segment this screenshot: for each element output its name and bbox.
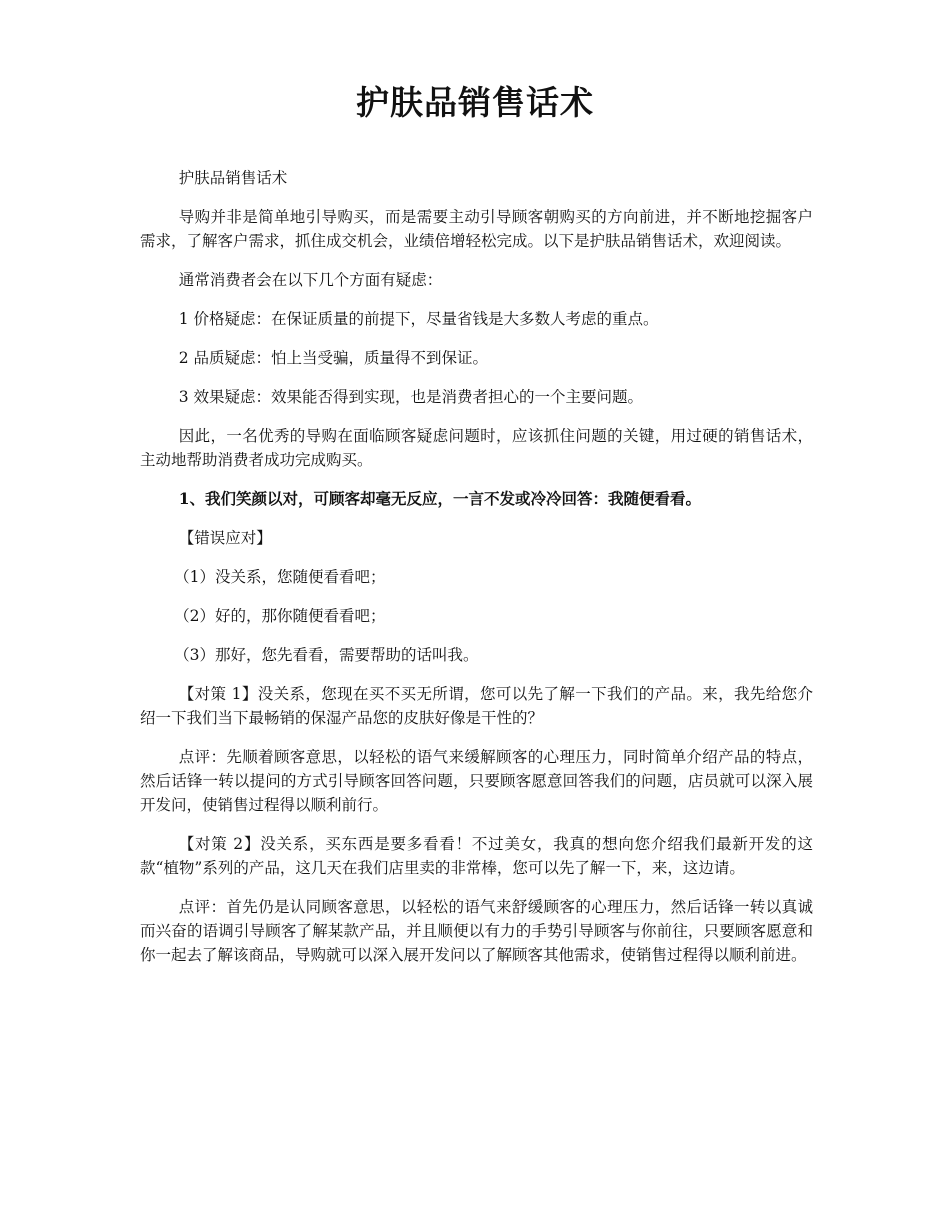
- comment-2-paragraph: 点评：首先仍是认同顾客意思，以轻松的语气来舒缓顾客的心理压力，然后话锋一转以真诚而兴奋的语调引导顾客了解某款产品，并且顺便以有力的手势引导顾客与你前往，只要顾客愿意和你一起去了解该商品，导购就可以深入展开发问以了解顾客其他需求，使销售过程得以顺利前进。: [140, 898, 813, 964]
- price-doubt-item: 1 价格疑虑：在保证质量的前提下，尽量省钱是大多数人考虑的重点。: [178, 310, 659, 328]
- effect-doubt-item: 3 效果疑虑：效果能否得到实现，也是消费者担心的一个主要问题。: [178, 388, 644, 406]
- document-body: [140, 166, 813, 982]
- comment-1-paragraph: 点评：先顺着顾客意思，以轻松的语气来缓解顾客的心理压力，同时简单介绍产品的特点，然后话锋一转以提问的方式引导顾客回答问题，只要顾客愿意回答我们的问题，店员就可以深入展开发问，使销售过程得以顺利前行。: [140, 748, 813, 814]
- wrong-response-item-1: （1）没关系，您随便看看吧；: [174, 568, 386, 586]
- quality-doubt-item: 2 品质疑虑：怕上当受骗，质量得不到保证。: [178, 349, 489, 367]
- conclusion-paragraph: 因此，一名优秀的导购在面临顾客疑虑问题时，应该抓住问题的关键，用过硬的销售话术，主动地帮助消费者成功完成购买。: [140, 427, 813, 469]
- wrong-response-heading: 【错误应对】: [178, 529, 272, 547]
- strategy-2-paragraph: 【对策 2】没关系，买东西是要多看看！不过美女，我真的想向您介绍我们最新开发的这款“植物”系列的产品，这几天在我们店里卖的非常棒，您可以先了解一下，来，这边请。: [140, 835, 813, 877]
- doubts-intro-paragraph: 通常消费者会在以下几个方面有疑虑：: [178, 271, 443, 289]
- section-heading-1: 1、我们笑颜以对，可顾客却毫无反应，一言不发或冷冷回答：我随便看看。: [178, 489, 702, 508]
- intro-paragraph: 导购并非是简单地引导购买，而是需要主动引导顾客朝购买的方向前进，并不断地挖掘客户需求，了解客户需求，抓住成交机会，业绩倍增轻松完成。以下是护肤品销售话术，欢迎阅读。: [140, 208, 813, 250]
- wrong-response-item-2: （2）好的，那你随便看看吧；: [174, 607, 386, 625]
- wrong-response-item-3: （3）那好，您先看看，需要帮助的话叫我。: [174, 646, 479, 664]
- document-title: 护肤品销售话术: [356, 83, 594, 122]
- strategy-1-paragraph: 【对策 1】没关系，您现在买不买无所谓，您可以先了解一下我们的产品。来，我先给您介绍一下我们当下最畅销的保湿产品您的皮肤好像是干性的？: [140, 685, 813, 727]
- subtitle-paragraph: 护肤品销售话术: [178, 169, 288, 187]
